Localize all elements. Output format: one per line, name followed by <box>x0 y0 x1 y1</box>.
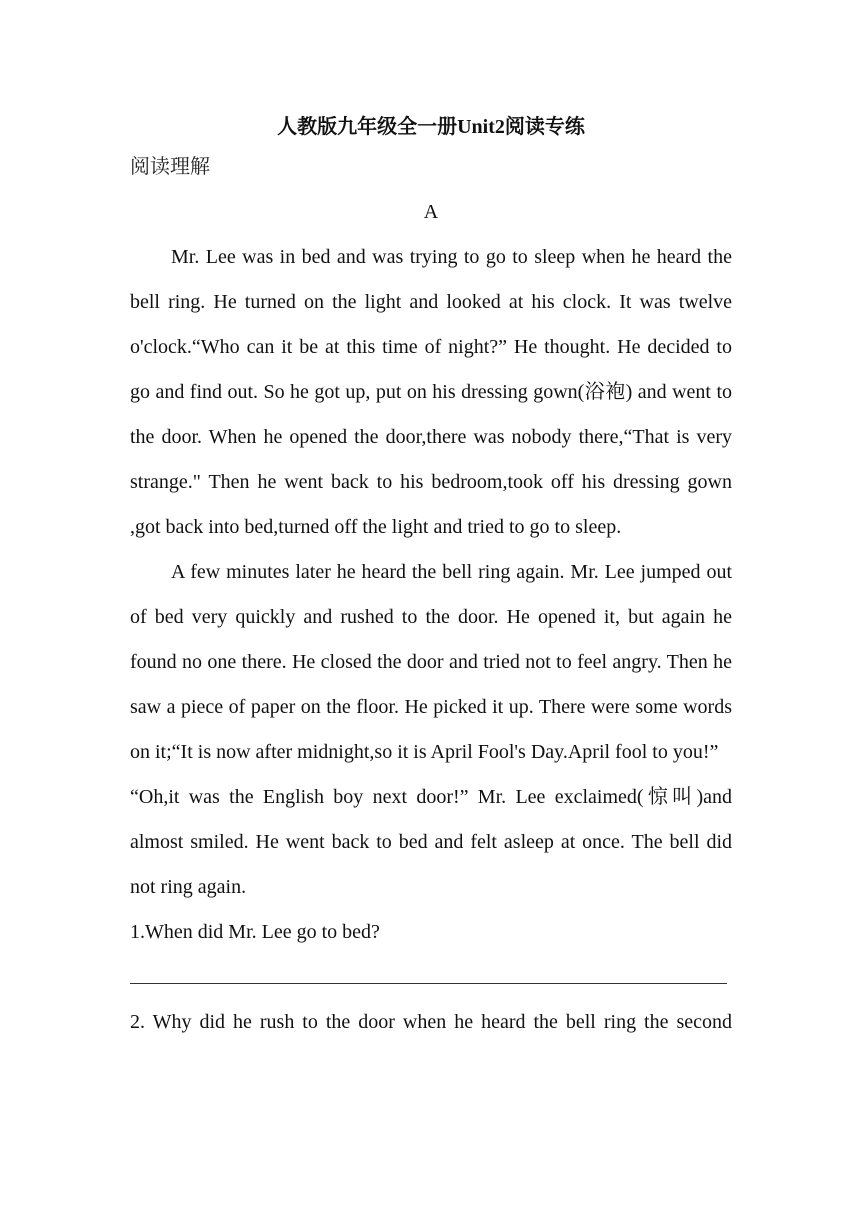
question-1: 1.When did Mr. Lee go to bed? <box>130 921 380 943</box>
question-2: 2. Why did he rush to the door when he heard the bell ring the second <box>130 1011 732 1033</box>
section-label: 阅读理解 <box>130 156 210 178</box>
passage-paragraph-2: A few minutes later he heard the bell ring again. Mr. Lee jumped out of bed very quickly and rushed to the door. He opened it, but again he found no one there. He closed the door and tried not to feel angry. Then he saw a piece of paper on the floor. He picked it up. There were some words on it;“It is now after midnight,so it is April Fool's Day.April fool to you!” <box>130 561 732 763</box>
answer-line-1[interactable] <box>130 955 732 1000</box>
document-title: 人教版九年级全一册Unit2阅读专练 <box>277 116 585 138</box>
document-page <box>130 110 732 1045</box>
passage-paragraph-1: Mr. Lee was in bed and was trying to go to sleep when he heard the bell ring. He turned on the light and looked at his clock. It was twelve o'clock.“Who can it be at this time of night?” He thought. He decided to go and find out. So he got up, put on his dressing gown(浴袍) and went to the door. When he opened the door,there was nobody there,“That is very strange." Then he went back to his bedroom,took off his dressing gown ,got back into bed,turned off the light and tried to go to sleep. <box>130 246 732 538</box>
passage-paragraph-3: “Oh,it was the English boy next door!” Mr. Lee exclaimed(惊叫)and almost smiled. He went back to bed and felt asleep at once. The bell did not ring again. <box>130 786 732 898</box>
passage-letter: A <box>423 201 439 223</box>
